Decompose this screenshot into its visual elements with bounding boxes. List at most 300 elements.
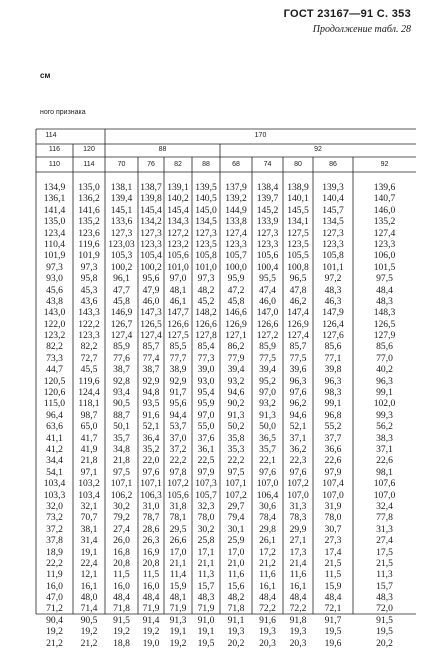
table-cell: 93,0 [46, 273, 63, 285]
table-cell: 145,1 [110, 204, 133, 216]
table-column-80 [283, 182, 313, 649]
table-cell: 43,6 [80, 295, 98, 307]
table-cell: 15,7 [197, 580, 215, 592]
table-cell: 47,4 [259, 284, 276, 296]
table-cell: 45,6 [46, 284, 63, 296]
table-cell: 97,6 [142, 466, 160, 478]
table-cell: 127,4 [110, 330, 133, 342]
table-cell: 45,8 [113, 295, 130, 307]
table-column-76 [138, 182, 164, 649]
table-cell: 126,9 [287, 318, 309, 330]
table-cell: 90,5 [113, 398, 130, 410]
table-cell: 19,1 [197, 626, 215, 638]
table-cell: 105,8 [322, 250, 344, 262]
table-cell: 41,7 [80, 432, 98, 444]
table-cell: 36,4 [142, 432, 160, 444]
table-cell: 127,6 [322, 330, 344, 342]
table-cell: 85,9 [113, 341, 130, 353]
table-cell: 134,5 [195, 216, 217, 228]
table-cell: 123,2 [43, 330, 66, 342]
table-cell: 35,7 [113, 432, 130, 444]
table-cell: 147,3 [140, 307, 162, 319]
table-cell: 99,3 [376, 409, 393, 421]
table-cell: 19,5 [376, 626, 393, 638]
table-cell: 97,0 [259, 387, 276, 399]
table-cell: 127,5 [287, 227, 309, 239]
table-cell: 46,0 [259, 295, 276, 307]
table-cell: 97,6 [259, 466, 276, 478]
table-cell: 40,2 [376, 364, 393, 376]
table-cell: 123,2 [167, 238, 189, 250]
table-cell: 31,8 [169, 500, 187, 512]
table-cell: 97,3 [197, 273, 215, 285]
table-cell: 139,5 [195, 182, 217, 193]
table-cell: 122,0 [43, 318, 66, 330]
table-cell: 16,8 [113, 546, 130, 558]
table-cell: 71,8 [227, 603, 245, 615]
table-cell: 135,2 [78, 216, 100, 228]
table-cell: 11,6 [259, 569, 276, 581]
table-cell: 101,5 [373, 261, 396, 273]
table-cell: 85,6 [324, 341, 342, 353]
table-cell: 103,3 [43, 489, 66, 501]
table-cell: 37,0 [169, 432, 187, 444]
unit-label: см [40, 71, 51, 80]
table-cell: 54,1 [46, 466, 63, 478]
table-cell: 147,7 [167, 307, 189, 319]
table-cell: 100,8 [287, 261, 309, 273]
table-cell: 50,0 [259, 421, 276, 433]
table-cell: 22,2 [46, 557, 63, 569]
table-cell: 91,3 [169, 614, 187, 626]
table-cell: 48,4 [324, 592, 342, 604]
table-cell: 15,9 [169, 580, 187, 592]
table-cell: 19,3 [227, 626, 245, 638]
table-cell: 103,4 [43, 478, 66, 490]
table-cell: 135,0 [43, 216, 66, 228]
table-cell: 82,2 [80, 341, 98, 353]
table-cell: 106,2 [110, 489, 133, 501]
table-cell: 98,7 [80, 409, 98, 421]
table-cell: 48,3 [324, 284, 342, 296]
table-cell: 127,4 [373, 227, 396, 239]
table-cell: 20,3 [289, 637, 307, 649]
table-cell: 11,3 [376, 569, 393, 581]
table-cell: 123,6 [78, 227, 100, 239]
table-cell: 37,1 [376, 443, 393, 455]
table-cell: 45,8 [227, 295, 245, 307]
table-cell: 97,0 [197, 409, 215, 421]
table-cell: 107,0 [256, 478, 279, 490]
table-cell: 32,0 [46, 500, 63, 512]
table-cell: 11,3 [197, 569, 215, 581]
col-header-74: 74 [263, 161, 272, 168]
table-cell: 103,2 [78, 478, 100, 490]
table-cell: 30,1 [227, 523, 245, 535]
table-cell: 105,6 [167, 250, 189, 262]
table-cell: 120,5 [43, 375, 66, 387]
table-cell: 48,1 [169, 284, 187, 296]
table-cell: 82,2 [46, 341, 63, 353]
table-cell: 110,4 [43, 238, 66, 250]
table-cell: 91,5 [376, 614, 393, 626]
table-cell: 18,9 [46, 546, 63, 558]
table-cell: 21,2 [46, 637, 63, 649]
table-cell: 127,5 [167, 330, 189, 342]
table-column-70 [105, 182, 138, 649]
table-cell: 136,1 [43, 193, 66, 205]
table-cell: 99,1 [376, 387, 393, 399]
table-cell: 45,3 [80, 284, 98, 296]
table-cell: 133,8 [225, 216, 247, 228]
table-cell: 123,3 [225, 238, 247, 250]
table-cell: 20,2 [376, 637, 393, 649]
table-column-86 [313, 182, 353, 649]
table-cell: 140,4 [322, 193, 344, 205]
table-cell: 127,3 [140, 227, 162, 239]
table-cell: 92,9 [142, 375, 160, 387]
table-cell: 77,0 [376, 352, 393, 364]
table-cell: 77,3 [197, 352, 215, 364]
table-cell: 94,6 [227, 387, 245, 399]
table-cell: 45,5 [80, 364, 98, 376]
table-cell: 85,9 [259, 341, 276, 353]
table-cell: 20,2 [227, 637, 245, 649]
table-cell: 122,2 [78, 318, 100, 330]
table-cell: 95,6 [142, 273, 160, 285]
table-cell: 17,3 [289, 546, 307, 558]
table-cell: 30,2 [113, 500, 130, 512]
table-cell: 139,7 [256, 193, 279, 205]
table-cell: 107,0 [373, 489, 396, 501]
table-cell: 107,1 [225, 478, 247, 490]
table-cell: 16,1 [259, 580, 276, 592]
table-cell: 107,6 [373, 478, 396, 490]
table-cell: 77,4 [142, 352, 160, 364]
table-cell: 37,8 [46, 535, 63, 547]
sign-label: ного признака [40, 109, 86, 116]
table-cell: 94,6 [289, 409, 307, 421]
table-cell: 22,2 [169, 455, 187, 467]
table-cell: 79,4 [227, 512, 245, 524]
table-cell: 91,0 [197, 614, 215, 626]
table-cell: 41,9 [80, 443, 98, 455]
table-cell: 134,2 [140, 216, 162, 228]
table-cell: 145,4 [167, 204, 189, 216]
table-cell: 100,2 [110, 261, 133, 273]
table-cell: 15,6 [227, 580, 245, 592]
table-cell: 96,8 [324, 409, 342, 421]
table-cell: 11,4 [169, 569, 187, 581]
table-cell: 27,3 [324, 535, 342, 547]
table-cell: 145,0 [195, 204, 217, 216]
table-cell: 19,2 [169, 637, 187, 649]
header-114: 114 [45, 132, 57, 139]
table-cell: 55,2 [324, 421, 342, 433]
table-cell: 138,9 [287, 182, 309, 193]
table-cell: 85,5 [169, 341, 187, 353]
table-cell: 48,2 [227, 592, 245, 604]
table-cell: 19,2 [142, 626, 160, 638]
table-cell: 46,2 [289, 295, 307, 307]
table-cell: 101,9 [43, 250, 66, 262]
table-cell: 96,1 [113, 273, 130, 285]
table-cell: 48,4 [289, 592, 307, 604]
table-cell: 39,4 [227, 364, 245, 376]
table-cell: 93,5 [142, 398, 160, 410]
table-cell: 19,0 [142, 637, 160, 649]
table-cell: 21,8 [113, 455, 130, 467]
table-cell: 134,9 [43, 182, 66, 193]
table-cell: 16,0 [113, 580, 130, 592]
table-cell: 91,1 [227, 614, 245, 626]
table-cell: 15,7 [376, 580, 393, 592]
table-cell: 85,6 [376, 341, 393, 353]
table-cell: 105,4 [140, 250, 162, 262]
table-cell: 29,8 [259, 523, 276, 535]
table-cell: 97,5 [376, 273, 393, 285]
table-cell: 126,5 [373, 318, 396, 330]
table-cell: 22,2 [227, 455, 245, 467]
table-cell: 39,6 [289, 364, 307, 376]
table-cell: 127,4 [287, 330, 309, 342]
table-cell: 143,3 [78, 307, 100, 319]
table-cell: 79,2 [113, 512, 130, 524]
table-cell: 46,0 [142, 295, 160, 307]
table-cell: 135,0 [78, 182, 100, 193]
table-cell: 88,7 [113, 409, 130, 421]
table-cell: 29,7 [227, 500, 245, 512]
table-cell: 48,0 [80, 592, 98, 604]
table-cell: 17,2 [259, 546, 276, 558]
table-cell: 72,0 [376, 603, 393, 615]
table-cell: 106,0 [373, 250, 396, 262]
table-cell: 17,0 [169, 546, 187, 558]
table-cell: 139,4 [110, 193, 133, 205]
table-cell: 17,4 [324, 546, 342, 558]
table-cell: 148,2 [195, 307, 217, 319]
table-cell: 97,9 [324, 466, 342, 478]
table-cell: 31,4 [80, 535, 98, 547]
table-cell: 47,7 [113, 284, 130, 296]
table-cell: 107,2 [167, 478, 189, 490]
table-cell: 124,4 [78, 387, 100, 399]
col-header-76: 76 [147, 161, 155, 168]
table-cell: 94,4 [169, 409, 187, 421]
table-cell: 77,9 [227, 352, 245, 364]
table-column-88 [192, 182, 220, 649]
table-cell: 146,6 [225, 307, 247, 319]
table-cell: 71,9 [169, 603, 187, 615]
table-cell: 17,1 [197, 546, 215, 558]
table-cell: 91,6 [142, 409, 160, 421]
table-cell: 123,03 [108, 238, 135, 250]
table-cell: 93,0 [197, 375, 215, 387]
table-cell: 127,2 [167, 227, 189, 239]
table-cell: 77,6 [113, 352, 130, 364]
col-header-92: 92 [380, 161, 389, 168]
table-cell: 16,9 [142, 546, 160, 558]
table-cell: 78,4 [259, 512, 276, 524]
table-cell: 37,6 [197, 432, 215, 444]
table-cell: 106,3 [140, 489, 162, 501]
table-cell: 53,7 [169, 421, 187, 433]
table-cell: 48,2 [197, 284, 215, 296]
table-cell: 137,9 [225, 182, 247, 193]
table-cell: 72,1 [324, 603, 342, 615]
table-cell: 73,3 [46, 352, 63, 364]
table-cell: 34,4 [46, 455, 63, 467]
table-cell: 95,2 [259, 375, 276, 387]
table-cell: 148,3 [373, 307, 396, 319]
col-header-70: 70 [117, 161, 126, 168]
table-cell: 19,2 [80, 626, 98, 638]
table-cell: 77,8 [376, 512, 393, 524]
table-cell: 123,3 [78, 330, 100, 342]
table-cell: 138,4 [256, 182, 279, 193]
table-cell: 28,6 [142, 523, 160, 535]
table-cell: 133,9 [256, 216, 279, 228]
table-cell: 56,2 [376, 421, 393, 433]
table-cell: 77,5 [289, 352, 307, 364]
table-cell: 105,7 [225, 250, 247, 262]
table-cell: 48,4 [142, 592, 160, 604]
table-cell: 123,3 [373, 238, 396, 250]
table-cell: 30,7 [324, 523, 342, 535]
table-cell: 119,6 [78, 238, 100, 250]
table-cell: 39,8 [324, 364, 342, 376]
table-cell: 20,8 [113, 557, 130, 569]
table-cell: 17,5 [376, 546, 393, 558]
table-cell: 22,6 [376, 455, 393, 467]
table-cell: 127,3 [195, 227, 217, 239]
table-cell: 22,0 [142, 455, 160, 467]
table-cell: 97,6 [289, 466, 307, 478]
table-cell: 145,2 [256, 204, 279, 216]
table-cell: 32,4 [376, 500, 393, 512]
table-cell: 118,1 [78, 398, 100, 410]
table-cell: 93,2 [259, 398, 276, 410]
table-cell: 26,3 [142, 535, 160, 547]
table-cell: 126,5 [140, 318, 162, 330]
table-cell: 19,1 [80, 546, 98, 558]
table-cell: 26,0 [113, 535, 130, 547]
table-cell: 97,3 [80, 261, 98, 273]
table-cell: 35,8 [227, 432, 245, 444]
table-cell: 126,6 [167, 318, 189, 330]
table-cell: 107,1 [140, 478, 162, 490]
table-cell: 26,1 [259, 535, 276, 547]
table-cell: 18,8 [113, 637, 130, 649]
table-cell: 107,4 [322, 478, 344, 490]
table-cell: 48,4 [113, 592, 130, 604]
table-cell: 97,1 [80, 466, 98, 478]
table-cell: 127,9 [373, 330, 396, 342]
table-cell: 72,2 [289, 603, 307, 615]
table-cell: 48,4 [376, 284, 393, 296]
table-cell: 48,1 [169, 592, 187, 604]
table-cell: 65,0 [80, 421, 98, 433]
table-cell: 11,6 [227, 569, 245, 581]
table-cell: 91,3 [259, 409, 276, 421]
table-cell: 25,9 [227, 535, 245, 547]
table-cell: 22,1 [259, 455, 276, 467]
table-cell: 92,8 [113, 375, 130, 387]
table-cell: 127,3 [110, 227, 133, 239]
table-cell: 73,2 [46, 512, 63, 524]
table-cell: 126,9 [225, 318, 247, 330]
table-cell: 71,9 [197, 603, 215, 615]
table-cell: 95,6 [169, 398, 187, 410]
table-column-110 [36, 182, 73, 649]
table-cell: 77,7 [169, 352, 187, 364]
table-cell: 41,1 [46, 432, 63, 444]
table-cell: 127,3 [256, 227, 279, 239]
table-cell: 86,2 [227, 341, 245, 353]
table-cell: 105,3 [110, 250, 133, 262]
table-cell: 120,6 [43, 387, 66, 399]
table-cell: 30,6 [259, 500, 276, 512]
table-cell: 47,0 [46, 592, 63, 604]
table-cell: 146,0 [373, 204, 396, 216]
table-cell: 27,1 [289, 535, 307, 547]
table-cell: 145,7 [322, 204, 344, 216]
table-cell: 95,9 [197, 398, 215, 410]
table-cell: 38,1 [80, 523, 98, 535]
table-column-92 [353, 182, 416, 649]
table-cell: 139,1 [167, 182, 189, 193]
table-cell: 123,3 [322, 238, 344, 250]
table-cell: 37,2 [169, 443, 187, 455]
table-cell: 30,2 [197, 523, 215, 535]
table-cell: 19,5 [324, 626, 342, 638]
table-cell: 27,4 [376, 535, 393, 547]
table-cell: 101,9 [78, 250, 100, 262]
col-header-82: 82 [174, 161, 182, 168]
table-cell: 85,7 [289, 341, 307, 353]
table-cell: 21,5 [324, 557, 342, 569]
table-cell: 38,7 [113, 364, 130, 376]
table-cell: 143,0 [43, 307, 66, 319]
table-cell: 91,6 [259, 614, 276, 626]
table-cell: 91,7 [169, 387, 187, 399]
table-cell: 107,0 [322, 489, 344, 501]
table-cell: 36,6 [324, 443, 342, 455]
table-cell: 31,3 [376, 523, 393, 535]
table-cell: 95,5 [259, 273, 276, 285]
table-cell: 107,1 [110, 478, 133, 490]
table-cell: 119,6 [78, 375, 100, 387]
table-cell: 55,0 [197, 421, 215, 433]
table-cell: 90,4 [46, 614, 63, 626]
table-cell: 31,9 [324, 500, 342, 512]
table-cell: 93,2 [227, 375, 245, 387]
table-cell: 102,0 [373, 398, 396, 410]
table-cell: 22,6 [324, 455, 342, 467]
table-cell: 44,7 [46, 364, 63, 376]
table-cell: 127,4 [225, 227, 247, 239]
table-cell: 105,6 [167, 489, 189, 501]
table-cell: 126,6 [195, 318, 217, 330]
table-cell: 97,0 [169, 273, 187, 285]
table-cell: 91,5 [113, 614, 130, 626]
table-cell: 29,9 [289, 523, 307, 535]
table-cell: 101,1 [322, 261, 344, 273]
table-cell: 85,4 [197, 341, 215, 353]
table-cell: 48,4 [259, 592, 276, 604]
table-cell: 97,8 [169, 466, 187, 478]
table-cell: 85,7 [142, 341, 160, 353]
